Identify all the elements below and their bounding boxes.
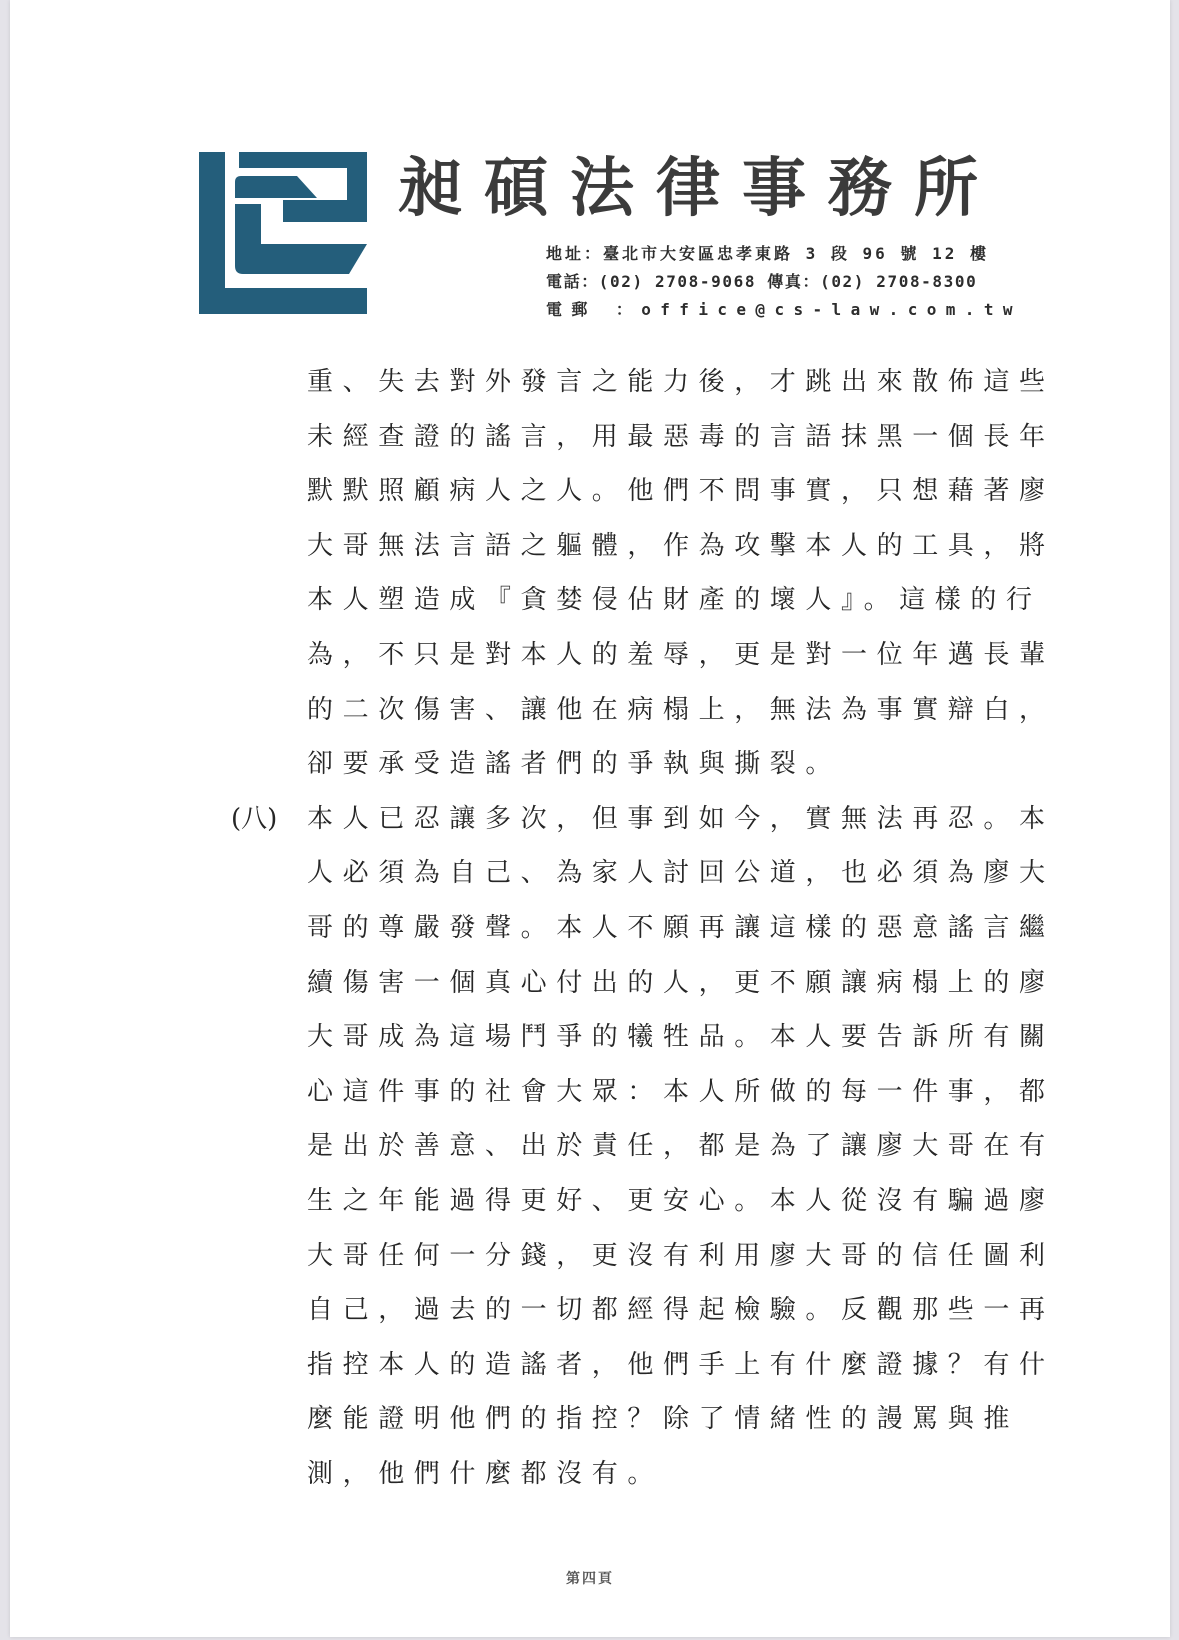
letter-body xyxy=(231,355,1055,1501)
body-line: 哥的尊嚴發聲。本人不願再讓這樣的惡意謠言繼 xyxy=(307,912,1055,943)
body-line: 未經查證的謠言，用最惡毒的言語抹黑一個長年 xyxy=(307,421,1055,452)
body-line: 大哥無法言語之軀體，作為攻擊本人的工具，將 xyxy=(307,530,1055,561)
body-line: 麼能證明他們的指控？除了情緒性的謾罵與推 xyxy=(307,1404,1020,1435)
body-line: 指控本人的造謠者，他們手上有什麼證據？有什 xyxy=(307,1349,1055,1380)
body-line: 是出於善意、出於責任，都是為了讓廖大哥在有 xyxy=(307,1131,1055,1162)
body-line: 卻要承受造謠者們的爭執與撕裂。 xyxy=(307,749,842,780)
contact-block xyxy=(546,240,1022,324)
firm-name: 昶碩法律事務所 xyxy=(398,151,1000,226)
phone-fax-line: 電話：(02) 2708-9068 傳真：(02) 2708-8300 xyxy=(546,272,978,291)
section-label: (八) xyxy=(231,803,278,834)
body-line: 為，不只是對本人的羞辱，更是對一位年邁長輩 xyxy=(307,639,1055,670)
body-line: 生之年能過得更好、更安心。本人從沒有騙過廖 xyxy=(307,1185,1055,1216)
body-line: 重、失去對外發言之能力後，才跳出來散佈這些 xyxy=(307,367,1055,397)
body-line: 大哥任何一分錢，更沒有利用廖大哥的信任圖利 xyxy=(307,1240,1055,1271)
address-line: 地址：臺北市大安區忠孝東路 3 段 96 號 12 樓 xyxy=(546,244,989,263)
page-number: 第四頁 xyxy=(566,1571,614,1587)
body-line: 本人塑造成『貪婪侵佔財產的壞人』。這樣的行 xyxy=(307,585,1042,616)
body-line: 大哥成為這場鬥爭的犧牲品。本人要告訴所有關 xyxy=(307,1022,1055,1053)
law-firm-logo-icon xyxy=(199,152,369,314)
body-line: 自己，過去的一切都經得起檢驗。反觀那些一再 xyxy=(307,1295,1055,1326)
body-line: 心這件事的社會大眾：本人所做的每一件事，都 xyxy=(307,1076,1055,1107)
body-line: 的二次傷害、讓他在病榻上，無法為事實辯白， xyxy=(307,694,1055,725)
email-line: 電郵 ：office@cs-law.com.tw xyxy=(546,300,1022,319)
body-line: 續傷害一個真心付出的人，更不願讓病榻上的廖 xyxy=(307,967,1055,998)
letterhead xyxy=(10,0,1170,340)
body-line: 默默照顧病人之人。他們不問事實，只想藉著廖 xyxy=(307,476,1055,507)
body-line: 測，他們什麼都沒有。 xyxy=(307,1458,664,1489)
body-line: 本人已忍讓多次，但事到如今，實無法再忍。本 xyxy=(307,803,1055,834)
body-line: 人必須為自己、為家人討回公道，也必須為廖大 xyxy=(307,858,1055,889)
section-8 xyxy=(231,792,1055,1502)
document-page xyxy=(10,0,1170,1637)
